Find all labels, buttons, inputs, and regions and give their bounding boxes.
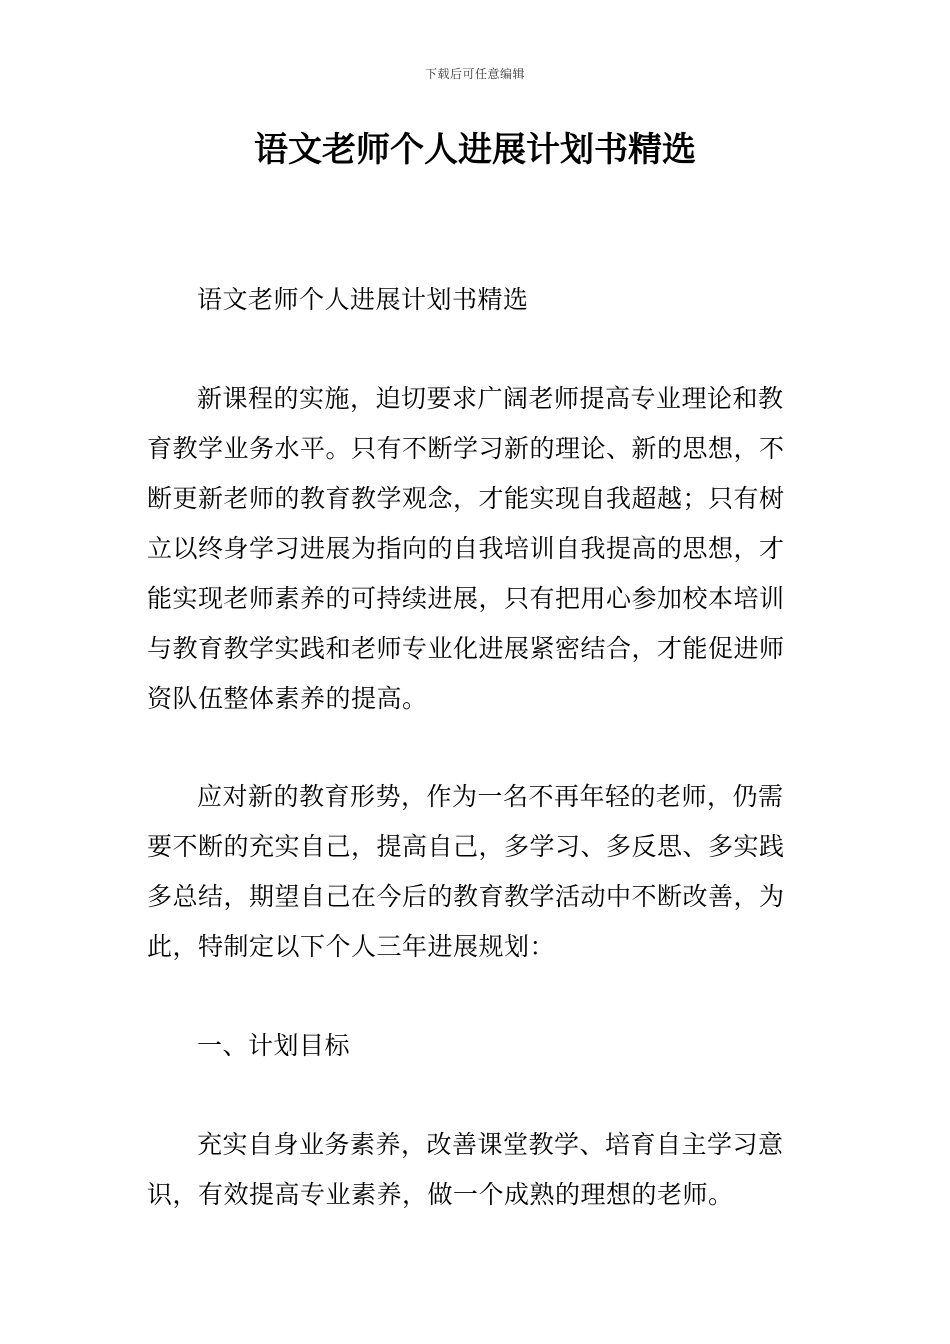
document-title: 语文老师个人进展计划书精选: [254, 130, 696, 170]
paragraph-goals: 充实自身业务素养，改善课堂教学、培育自主学习意识，有效提高专业素养，做一个成熟的理想的老师。: [147, 1130, 784, 1209]
document-subtitle: 语文老师个人进展计划书精选: [197, 285, 529, 314]
paragraph-intro: 新课程的实施，迫切要求广阔老师提高专业理论和教育教学业务水平。只有不断学习新的理论、新的思想，不断更新老师的教育教学观念，才能实现自我超越；只有树立以终身学习进展为指向的自我培训自我提高的思想，才能实现老师素养的可持续进展，只有把用心参加校本培训与教育教学实践和老师专业化进展紧密结合，才能促进师资队伍整体素养的提高。: [147, 384, 785, 713]
section-heading-goals: 一、计划目标: [197, 1031, 351, 1060]
paragraph-situation: 应对新的教育形势，作为一名不再年轻的老师，仍需要不断的充实自己，提高自己，多学习、多反思、多实践多总结，期望自己在今后的教育教学活动中不断改善，为此，特制定以下个人三年进展规划：: [147, 782, 785, 961]
header-note: 下载后可任意编辑: [424, 67, 525, 81]
